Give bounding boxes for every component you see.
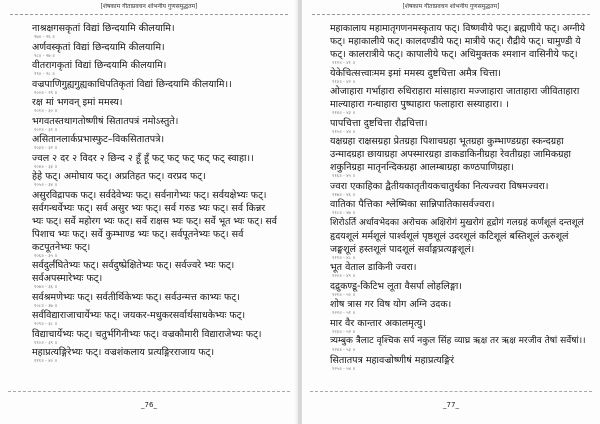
text-line: सर्वगन्धर्वेभ्यः फट्। सर्व असुर भ्यः फट्। सर्व गरुड भ्यः फट्। सर्व किन्नर xyxy=(32,202,266,214)
text-line: असितानलार्कप्रभास्फुट–विकसितातपत्रे। xyxy=(32,134,165,145)
text-line: शिरोऽर्ति अर्धावभेदका अरोचक अक्षिरोगं मुखरोगं हृद्रोगं गलग्रहं कर्णशूलं दन्तशूलं xyxy=(330,217,584,228)
text-line: वातिका पैत्तिका श्लेष्मिका सान्निपातिकासर्वज्वरा। xyxy=(330,199,495,210)
text-line: फट्। कालरात्रीये फट्। कापालीये फट्। अधिमुक्तक श्मशान वासिनीये फट्। xyxy=(330,49,578,60)
verse-reference: ११५॥ - ४४ ॥ xyxy=(332,129,356,135)
text-line: असुरविद्रापक फट्। सर्वदेवेभ्यः फट्। सर्वनागेभ्यः फट्। सर्वयक्षेभ्यः फट्। xyxy=(32,189,267,201)
text-line: भूत वेताल डाकिनी ज्वरा। xyxy=(330,262,417,273)
left-page xyxy=(0,0,298,424)
verse-reference: ११२॥ - ४१ ॥ xyxy=(332,61,356,66)
text-line: रक्ष मां भगवन् इमां ममस्य। xyxy=(32,97,123,108)
verse-reference: ११९॥ - ४८ ॥ xyxy=(332,255,356,261)
text-line: कटपूतनेभ्यः फट्। xyxy=(32,241,91,253)
text-line: नाश्रक्षगसकृतां विद्यां छिन्दयामि कीलयामि। xyxy=(32,23,175,34)
verse-reference: ९७॥ - २६ ॥ xyxy=(34,35,55,40)
verse-reference: ९९॥ - २८ ॥ xyxy=(34,72,55,77)
text-line: सर्वदुर्लंघितेभ्यः फट्। सर्वदुष्प्रेक्षितेभ्यः फट्। सर्वज्वरे भ्यः फट्। xyxy=(32,260,235,271)
verse-reference: १०१॥ - ३० ॥ xyxy=(34,109,58,114)
verse-reference: १०८॥ - ३७ ॥ xyxy=(34,303,58,309)
text-line: पिशाच भ्यः फट्। सर्वे कुम्भाण्ड भ्यः फट्। सर्वपूतनेभ्यः फट्। सर्व xyxy=(32,228,244,240)
running-header: [शेषकाम गीताप्रवचन शोभनीय गुणसमुद्धतम] xyxy=(402,3,500,10)
verse-reference: १०९॥ - ३८ ॥ xyxy=(34,322,58,327)
verse-reference: १११॥ - ४० ॥ xyxy=(34,359,58,364)
text-line: येकेचित्सत्त्वाःमम इमां ममस्य दुष्टचित्ता अमैत्र चित्ता। xyxy=(330,67,502,79)
verse-reference: १००॥ - २९ ॥ xyxy=(34,90,58,96)
verse-reference: १२२॥ - ५१ ॥ xyxy=(332,311,356,316)
text-line: त्र्यम्बुक त्रैलाट वृश्चिक सर्प नकुल सिंह व्याघ्र ऋक्ष तर ऋक्ष मरजीव तेषां सर्वेषां।। xyxy=(330,336,586,346)
verse-reference: ९८॥ - २७ ॥ xyxy=(34,53,55,59)
verse-reference: ११४॥ - ४३ ॥ xyxy=(332,111,356,116)
footer-divider xyxy=(8,391,290,392)
text-line: मार वैर कान्तार अकालमृत्यु। xyxy=(330,317,426,329)
right-page xyxy=(302,0,600,424)
verse-reference: १२४॥ - ५३ ॥ xyxy=(332,348,356,353)
page-text xyxy=(32,22,280,386)
text-line: महाप्रत्यङ्गिरेभ्यः फट्। वज्रशंकलाय प्रत्यङ्गिरराजाय फट्। xyxy=(32,347,215,358)
text-line: उन्मादग्रहा छायाग्रहा अपस्मारग्रहा डाकडाकिनीग्रहा रेवतीग्रहा जामिकग्रहा xyxy=(330,149,572,160)
text-line: माल्याहारा गन्धाहारा पुष्पाहारा फलाहारा सस्याहारा। । xyxy=(330,99,509,110)
verse-reference: ११३॥ - ४२ ॥ xyxy=(332,79,356,85)
text-line: यक्षग्रहा राक्षसग्रहा प्रेतग्रहा पिशाचग्रहा भूतग्रहा कुम्भाण्डग्रहा स्कन्दग्रहा xyxy=(330,136,564,147)
text-line: दद्रुकण्डू-किटिभ लूता वैसर्पा लोहलिङ्गा। xyxy=(330,280,462,292)
verse-reference: १२५॥ - ५४ ॥ xyxy=(332,366,356,372)
text-line: फट्। महाकालीये फट्। कालदण्डीये फट्। मात्रीये फट्। रौद्रीये फट्। चामुण्डी ये xyxy=(330,36,581,47)
text-line: हृदयशूलं मर्मशूलं पार्श्वशूलं पृष्ठशूलं उदरशूलं कटिशूलं बस्तिशूलं ऊरुशूलं xyxy=(330,230,569,242)
verse-reference: १०७॥ - ३६ ॥ xyxy=(34,285,58,290)
footer-divider xyxy=(310,391,592,392)
text-line: सर्वश्रमणेभ्यः फट्। सर्वतीर्थिकेभ्यः फट्। सर्वउन्मत्त काभ्यः फट्। xyxy=(32,291,240,303)
text-line: ज्वरा एकाहिका द्वैतीयकातृतीयकचातुर्थका नित्यज्वरा विषमज्वरा। xyxy=(330,180,549,192)
verse-reference: १०६॥ - ३५ ॥ xyxy=(34,253,58,259)
verse-reference: १२३॥ - ५२ ॥ xyxy=(332,329,356,335)
verse-reference: ११७॥ - ४६ ॥ xyxy=(332,192,356,198)
text-line: महाकालाय महामातृगणनमस्कृताय फट्। विष्णवीये फट्। ब्रह्मणीये फट्। अग्नीये xyxy=(330,23,585,34)
text-line: भगवतस्तथागतोष्णीषं सितातपत्रं नमोऽस्तुते। xyxy=(32,115,179,127)
text-line: वीतरागकृतां विद्यां छिन्दयामि कीलयामि। xyxy=(32,60,167,71)
verse-reference: १२१॥ - ५० ॥ xyxy=(332,292,356,298)
text-line: सर्वविद्याराजाचार्येभ्यः फट्। जयकर-मधुकरसर्वार्थसाधकेभ्यः फट्। xyxy=(32,310,246,321)
text-line: ओजाहारा गर्भाहारा रुधिराहारा मांसाहारा मज्जाहारा जाताहारा जीविताहारा xyxy=(330,86,580,97)
page-text xyxy=(330,22,586,386)
page-number: _77_ xyxy=(443,401,459,409)
text-line: हेहे फट्। अमोघाय फट्। अप्रतिहत फट्। वरप्रद फट्। xyxy=(32,171,206,182)
text-line: ज्वल २ दर २ विदर २ छिन्द २ हूँ हूँ फट् फट् फट् फट् फट् स्वाहा।। xyxy=(32,152,254,164)
text-line: शोष त्रास गर विष योग अग्नि उदक। xyxy=(330,299,452,310)
text-line: भ्यः फट्। सर्वे महोरग भ्यः फट्। सर्वे राक्षस भ्यः फट्। सर्वे भूत भ्यः फट्। सर्व xyxy=(32,215,277,227)
text-line: विद्याचार्येभ्यः फट्। चतुर्भगिनीभ्यः फट्। वज्रकौमारी विद्याराजेभ्यः फट्। xyxy=(32,328,262,340)
page-number: _76_ xyxy=(141,401,157,409)
verse-reference: १०२॥ - ३१ ॥ xyxy=(34,127,58,133)
verse-reference: १०३॥ - ३२ ॥ xyxy=(34,146,58,151)
running-header: [शेषकाम गीताप्रवचन शोभनीय गुणसमुद्धतम] xyxy=(100,3,198,10)
header-divider xyxy=(312,14,590,15)
verse-reference: ११८॥ - ४७ ॥ xyxy=(332,211,356,216)
verse-reference: १०४॥ - ३३ ॥ xyxy=(34,164,58,170)
text-line: सितातपत्र महावज्रोष्णीषं महाप्रत्यङ्गिरं xyxy=(330,354,454,366)
verse-reference: १२०॥ - ४९ ॥ xyxy=(332,274,356,279)
text-line: अर्णवस्कृतां विद्यां छिन्दयामि कीलयामि। xyxy=(32,41,165,53)
verse-reference: १०५॥ - ३४ ॥ xyxy=(34,183,58,188)
verse-reference: ११६॥ - ४५ ॥ xyxy=(332,174,356,179)
text-line: सर्वअपस्मारेभ्यः फट्। xyxy=(32,273,103,284)
text-line: पापचित्ता दुष्टचित्ता रौद्रचित्ता। xyxy=(330,117,428,129)
header-divider xyxy=(10,14,288,15)
verse-reference: ११०॥ - ३९ ॥ xyxy=(34,340,58,346)
text-line: शकुनिग्रहा मातृनन्दिकग्रहा आलम्बाग्रहा कण्ठपाणिग्रहा। xyxy=(330,162,514,173)
text-line: वज्रपाणिगुह्यगुह्यकाधिपतिकृतां विद्यां छिन्दयामि कीलयामि।। xyxy=(32,78,232,90)
text-line: जङ्घशूलं हस्तशूलं पादशूलं सर्वाङ्गप्रत्यङ्गशूलं। xyxy=(330,243,475,255)
